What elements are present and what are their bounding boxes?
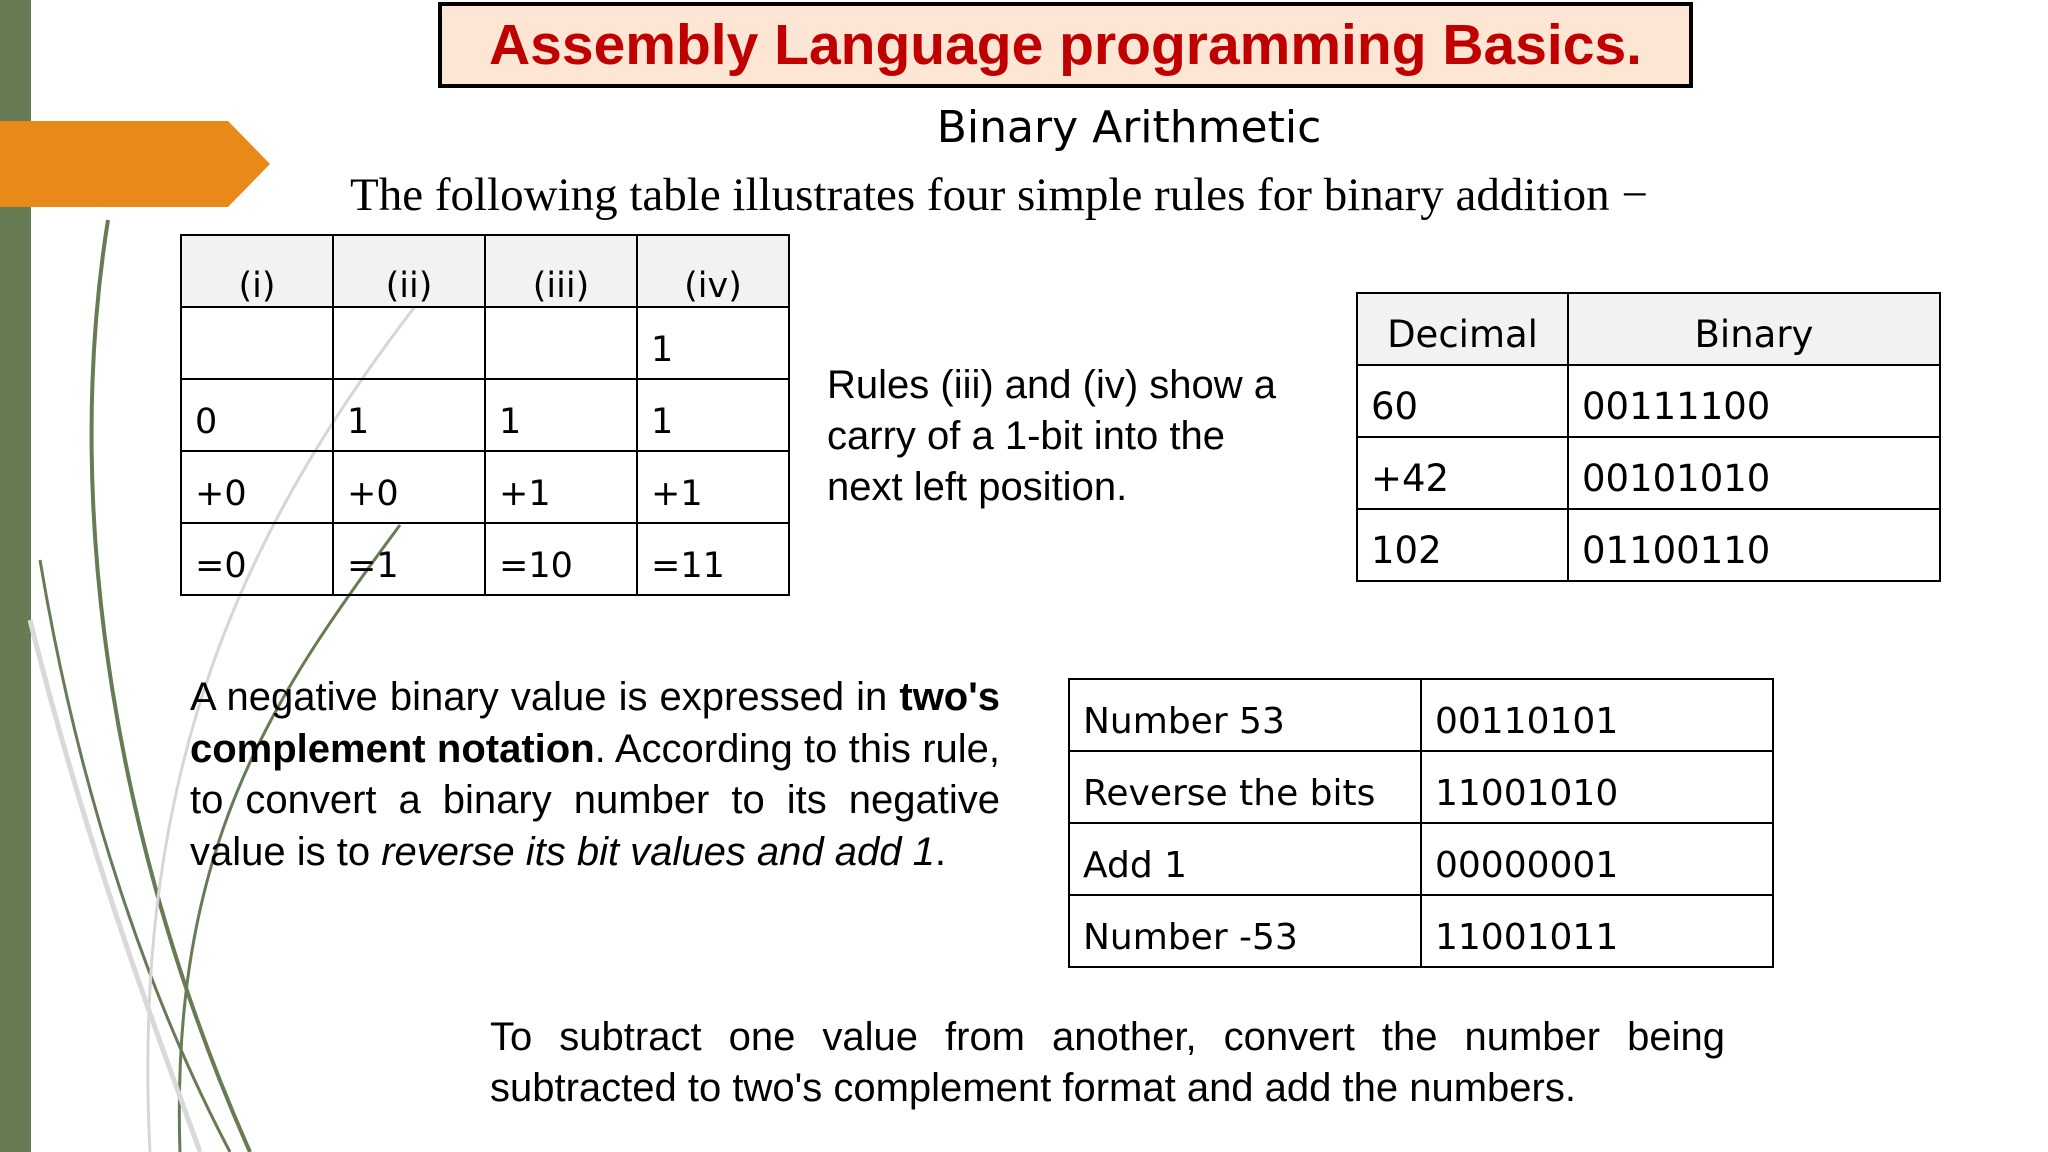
table-row	[1069, 751, 1773, 823]
table-header-row	[181, 235, 789, 307]
table-cell: 11001010	[1421, 751, 1773, 823]
table-cell	[181, 307, 333, 379]
section-heading: Binary Arithmetic	[936, 102, 1322, 153]
table-cell	[333, 307, 485, 379]
table-cell: Reverse the bits	[1069, 751, 1421, 823]
page-title: Assembly Language programming Basics.	[489, 13, 1642, 77]
header-cell: (ii)	[333, 235, 485, 307]
decimal-binary-table	[1356, 292, 1941, 582]
header-cell: (i)	[181, 235, 333, 307]
table-cell: 0	[181, 379, 333, 451]
table-cell: Add 1	[1069, 823, 1421, 895]
table-cell: =10	[485, 523, 637, 595]
table-cell: =1	[333, 523, 485, 595]
table-cell	[485, 307, 637, 379]
table-cell: 11001011	[1421, 895, 1773, 967]
negative-binary-paragraph	[190, 672, 1000, 878]
table-row	[181, 451, 789, 523]
table-cell: +0	[181, 451, 333, 523]
table-row	[1357, 509, 1940, 581]
table-cell: Number -53	[1069, 895, 1421, 967]
table-row	[181, 307, 789, 379]
table-cell: 00111100	[1568, 365, 1940, 437]
table-row	[181, 523, 789, 595]
table-cell: 1	[485, 379, 637, 451]
header-cell: (iii)	[485, 235, 637, 307]
intro-text: The following table illustrates four simple rules for binary addition −	[350, 169, 1648, 221]
table-cell: +0	[333, 451, 485, 523]
twos-complement-table	[1068, 678, 1774, 968]
table-row	[181, 379, 789, 451]
table-cell: +1	[637, 451, 789, 523]
table-row	[1069, 679, 1773, 751]
table-cell: =11	[637, 523, 789, 595]
table-cell: 1	[637, 379, 789, 451]
table-cell: 1	[333, 379, 485, 451]
bold-term: two's complement notation	[190, 675, 1000, 771]
header-cell: Decimal	[1357, 293, 1568, 365]
table-row	[1069, 823, 1773, 895]
table-cell: 00110101	[1421, 679, 1773, 751]
table-cell: 102	[1357, 509, 1568, 581]
table-cell: 00000001	[1421, 823, 1773, 895]
paragraph-text: A negative binary value is expressed in	[190, 675, 900, 719]
table-cell: 1	[637, 307, 789, 379]
header-cell: (iv)	[637, 235, 789, 307]
carry-rule-note: Rules (iii) and (iv) show a carry of a 1-bit into the next left position.	[827, 363, 1277, 509]
title-banner	[438, 2, 1693, 88]
header-cell: Binary	[1568, 293, 1940, 365]
table-cell: Number 53	[1069, 679, 1421, 751]
table-row	[1357, 437, 1940, 509]
table-row	[1069, 895, 1773, 967]
paragraph-text: . According to this rule, to convert a binary number to its negative value is to	[190, 726, 1001, 874]
table-header-row	[1357, 293, 1940, 365]
paragraph-text: .	[934, 829, 946, 874]
table-cell: 60	[1357, 365, 1568, 437]
table-cell: =0	[181, 523, 333, 595]
subtraction-paragraph: To subtract one value from another, convert the number being subtracted to two's complement format and add the numbers.	[490, 1015, 1725, 1110]
binary-addition-rules-table	[180, 234, 790, 596]
table-cell: +1	[485, 451, 637, 523]
table-cell: +42	[1357, 437, 1568, 509]
table-cell: 00101010	[1568, 437, 1940, 509]
italic-phrase: reverse its bit values and add 1	[381, 829, 935, 874]
table-cell: 01100110	[1568, 509, 1940, 581]
table-row	[1357, 365, 1940, 437]
